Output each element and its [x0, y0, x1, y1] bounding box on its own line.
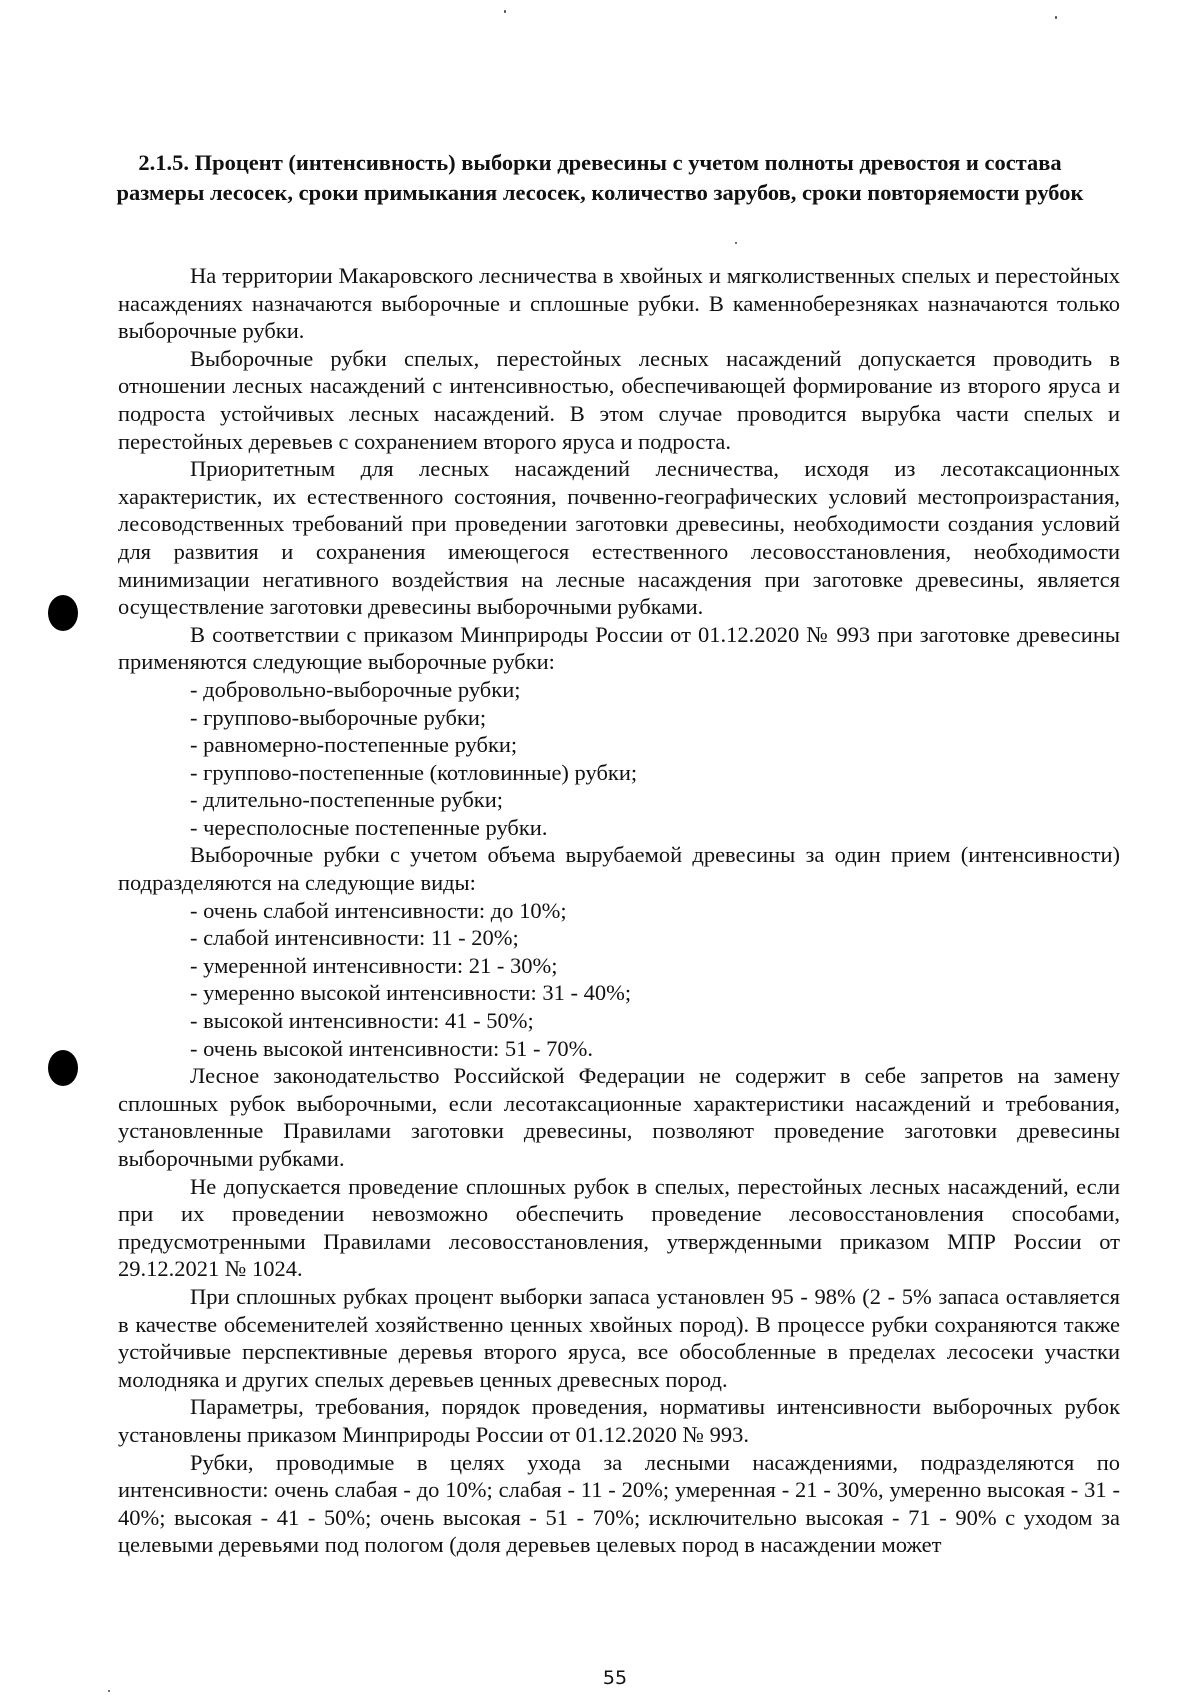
list-item-cutting-type: - чересполосные постепенные рубки. — [190, 814, 548, 840]
list-item-cutting-type: - группово-постепенные (котловинные) рубки; — [190, 759, 638, 785]
page-number: 55 — [602, 1667, 628, 1689]
paragraph: Не допускается проведение сплошных рубок в спелых, перестойных лесных насаждений, если при их проведении невозможно обеспечить проведение лесовосстановления способами, предусмотренными Правилами лесовосстановления, утвержденными приказом МПР России от 29.12.2021 № 1024. — [118, 1173, 1120, 1282]
list-item-intensity: - очень слабой интенсивности: до 10%; — [190, 897, 567, 923]
list-item-intensity: - высокой интенсивности: 41 - 50%; — [190, 1008, 534, 1034]
scan-speck — [504, 10, 506, 13]
list-item-intensity: - очень высокой интенсивности: 51 - 70%. — [190, 1035, 593, 1061]
list-item-intensity: - умеренной интенсивности: 21 - 30%; — [190, 952, 558, 978]
paragraph: Лесное законодательство Российской Федерации не содержит в себе запретов на замену сплошных рубок выборочными, если лесотаксационные характеристики насаждений и требования, установленные Правилами заготовки древесины, позволяют проведение заготовки древесины выборочными рубками. — [118, 1063, 1120, 1171]
scan-speck — [108, 1690, 110, 1692]
paragraph: При сплошных рубках процент выборки запаса установлен 95 - 98% (2 - 5% запаса оставляется в качестве обсеменителей хозяйственно ценных хвойных пород). В процессе рубки сохраняются также устойчивые перспективные деревья второго яруса, все обособленные в пределах лесосеки участки молодняка и других спелых деревьев ценных древесных пород. — [118, 1283, 1120, 1392]
list-item-intensity: - слабой интенсивности: 11 - 20%; — [190, 925, 519, 951]
list-item-cutting-type: - добровольно-выборочные рубки; — [190, 676, 521, 702]
body-text — [118, 262, 1120, 1559]
scan-speck — [1055, 16, 1057, 19]
punch-hole-upper — [48, 595, 78, 631]
section-heading: 2.1.5. Процент (интенсивность) выборки древесины с учетом полноты древостоя и состава размеры лесосек, сроки примыкания лесосек, количество зарубов, сроки повторяемости рубок — [116, 150, 1084, 205]
paragraph: Выборочные рубки спелых, перестойных лесных насаждений допускается проводить в отношении лесных насаждений с интенсивностью, обеспечивающей формирование из второго яруса и подроста устойчивых лесных насаждений. В этом случае проводится вырубка части спелых и перестойных деревьев с сохранением второго яруса и подроста. — [118, 345, 1120, 454]
paragraph: Рубки, проводимые в целях ухода за лесными насаждениями, подразделяются по интенсивности: очень слабая - до 10%; слабая - 11 - 20%; умеренная - 21 - 30%, умеренно высокая - 31 - 40%; высокая - 41 - 50%; очень высокая - 51 - 70%; исключительно высокая - 71 - 90% с уходом за целевыми деревьями под пологом (доля деревьев целевых пород в насаждении может — [118, 1449, 1120, 1558]
punch-hole-lower — [48, 1050, 78, 1086]
paragraph: Приоритетным для лесных насаждений лесничества, исходя из лесотаксационных характеристик, их естественного состояния, почвенно-географических условий местопроизрастания, лесоводственных требований при проведении заготовки древесины, необходимости создания условий для развития и сохранения имеющегося естественного лесовосстановления, необходимости минимизации негативного воздействия на лесные насаждения при заготовке древесины, является осуществление заготовки древесины выборочными рубками. — [118, 456, 1120, 620]
list-item-cutting-type: - длительно-постепенные рубки; — [190, 787, 504, 813]
paragraph: На территории Макаровского лесничества в хвойных и мягколиственных спелых и перестойных насаждениях назначаются выборочные и сплошные рубки. В каменноберезняках назначаются только выборочные рубки. — [118, 263, 1120, 344]
scan-speck — [735, 242, 737, 244]
paragraph: Параметры, требования, порядок проведения, нормативы интенсивности выборочных рубок установлены приказом Минприроды России от 01.12.2020 № 993. — [118, 1394, 1120, 1447]
list-item-intensity: - умеренно высокой интенсивности: 31 - 40%; — [190, 980, 632, 1006]
paragraph-intensity-intro: Выборочные рубки с учетом объема вырубаемой древесины за один прием (интенсивности) подразделяются на следующие виды: — [118, 842, 1120, 896]
list-item-cutting-type: - равномерно-постепенные рубки; — [190, 732, 518, 758]
list-item-cutting-type: - группово-выборочные рубки; — [190, 704, 487, 730]
paragraph: В соответствии с приказом Минприроды России от 01.12.2020 № 993 при заготовке древесины применяются следующие выборочные рубки: — [118, 621, 1120, 675]
